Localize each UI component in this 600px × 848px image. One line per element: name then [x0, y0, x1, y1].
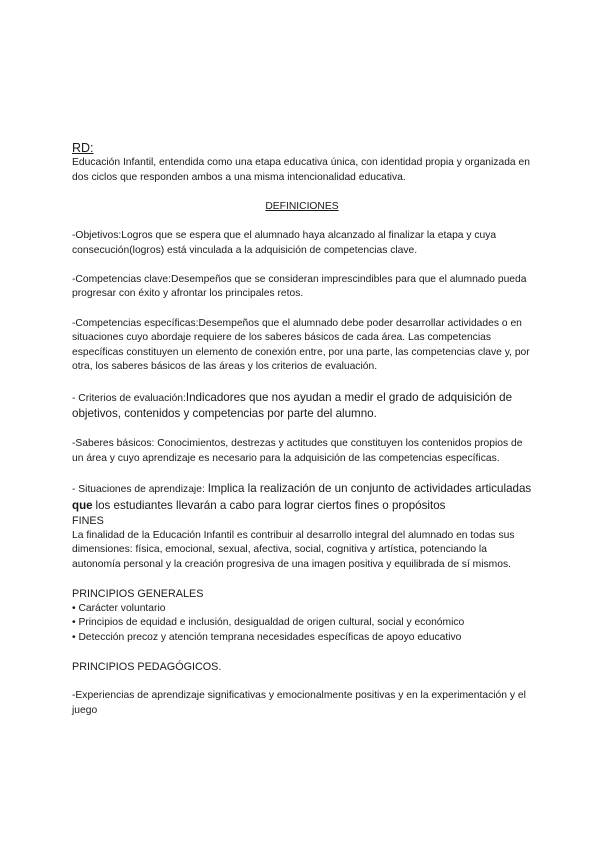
document-page	[72, 140, 532, 719]
rd-text: Educación Infantil, entendida como una etapa educativa única, con identidad propia y organizada en dos ciclos que responden ambos a una misma intencionalidad educativa.	[72, 157, 530, 183]
objetivos-definition: -Objetivos:Logros que se espera que el alumnado haya alcanzado al finalizar la etapa y cuya consecución(logros) está vinculada a la adquisición de competencias clave.	[72, 229, 497, 256]
definiciones-heading: DEFINICIONES	[265, 200, 339, 212]
principios-pedagogicos-text: -Experiencias de aprendizaje significativas y emocionalmente positivas y en la experimentación y el juego	[72, 690, 526, 716]
rd-title: RD:	[72, 141, 94, 155]
criterios-label: - Criterios de evaluación:	[72, 392, 186, 404]
situaciones-text-1: Implica la realización de un conjunto de actividades articuladas	[207, 482, 532, 496]
fines-heading: FINES	[72, 515, 104, 528]
situaciones-bold: que	[72, 498, 93, 512]
situaciones-label: - Situaciones de aprendizaje:	[72, 484, 205, 496]
saberes-definition: -Saberes básicos: Conocimientos, destrezas y actitudes que constituyen los contenidos propios de un área y cuyo aprendizaje es necesario para la adquisición de las competencias específicas.	[72, 438, 523, 464]
principios-pedagogicos-heading: PRINCIPIOS PEDAGÓGICOS.	[72, 661, 222, 674]
criterios-definition	[72, 390, 532, 423]
principio-item-0: • Carácter voluntario	[72, 602, 166, 614]
criterios-text: Indicadores que nos ayudan a medir el grado de adquisición de objetivos, contenidos y competencias por parte del alumno.	[72, 390, 513, 421]
principios-generales-heading: PRINCIPIOS GENERALES	[72, 588, 204, 601]
situaciones-definition	[72, 481, 532, 514]
principio-item-1: • Principios de equidad e inclusión, desigualdad de origen cultural, social y económico	[72, 617, 465, 629]
competencias-especificas-definition: -Competencias específicas:Desempeños que el alumnado debe poder desarrollar actividades o en situaciones cuyo abordaje requiere de los saberes básicos de cada área. Las competencias específicas constituyen un elemento de conexión entre, por una parte, las competencias clave y, por otra, los saberes básicos de las áreas y los criterios de evaluación.	[72, 317, 530, 373]
competencias-clave-definition: -Competencias clave:Desempeños que se consideran imprescindibles para que el alumnado pueda progresar con éxito y afrontar los principales retos.	[72, 273, 527, 300]
situaciones-text-2: los estudiantes llevarán a cabo para lograr ciertos fines o propósitos	[95, 498, 446, 512]
fines-text: La finalidad de la Educación Infantil es contribuir al desarrollo integral del alumnado en todas sus dimensiones: física, emocional, sexual, afectiva, social, cognitiva y artística, potenciando la autonomía personal y la creación progresiva de una imagen positiva y equilibrada de sí mismos.	[72, 529, 515, 571]
principio-item-2: • Detección precoz y atención temprana necesidades específicas de apoyo educativo	[72, 632, 462, 643]
